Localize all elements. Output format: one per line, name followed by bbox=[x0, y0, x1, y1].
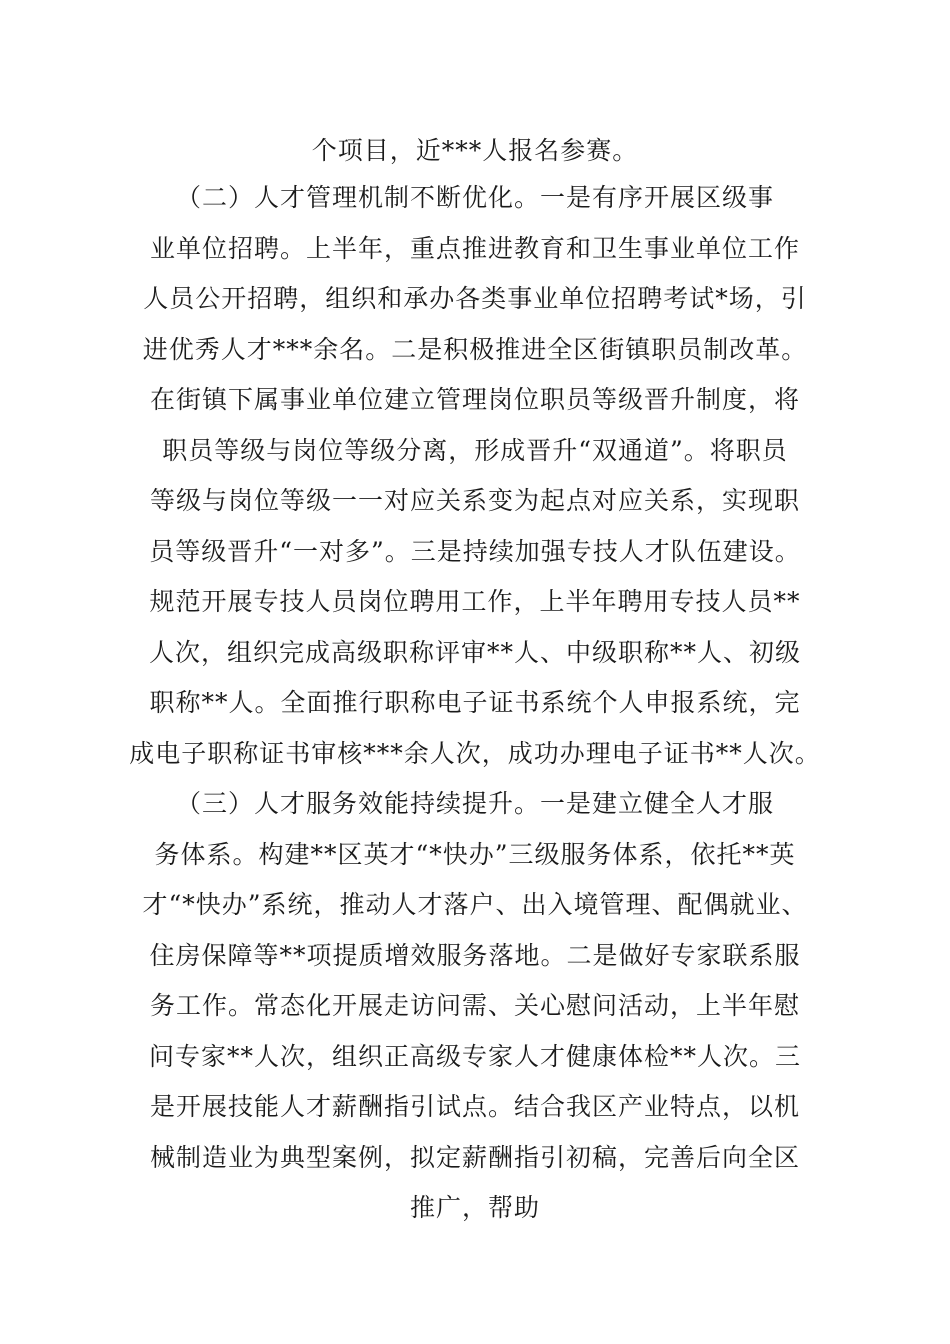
text-line: 业单位招聘。上半年，重点推进教育和卫生事业单位工作 bbox=[149, 234, 800, 263]
text-line: 推广，帮助 bbox=[409, 1193, 540, 1222]
text-line: 职员等级与岗位等级分离，形成晋升“双通道”。将职员 bbox=[162, 436, 788, 465]
text-line: 人员公开招聘，组织和承办各类事业单位招聘考试*场，引 bbox=[143, 284, 807, 313]
text-line: 规范开展专技人员岗位聘用工作，上半年聘用专技人员** bbox=[149, 587, 801, 616]
text-line: 是开展技能人才薪酬指引试点。结合我区产业特点，以机 bbox=[149, 1092, 800, 1121]
text-line: 务体系。构建**区英才“*快办”三级服务体系，依托**英 bbox=[154, 840, 796, 869]
text-line: 个项目，近***人报名参赛。 bbox=[311, 136, 639, 165]
text-line: （三）人才服务效能持续提升。一是建立健全人才服 bbox=[175, 789, 774, 818]
text-line: 员等级晋升“一对多”。三是持续加强专技人才队伍建设。 bbox=[149, 537, 801, 566]
text-line: 职称**人。全面推行职称电子证书系统个人申报系统，完 bbox=[149, 688, 801, 717]
text-line: （二）人才管理机制不断优化。一是有序开展区级事 bbox=[175, 183, 774, 212]
text-line: 在街镇下属事业单位建立管理岗位职员等级晋升制度，将 bbox=[149, 385, 800, 414]
text-line: 等级与岗位等级一一对应关系变为起点对应关系，实现职 bbox=[149, 486, 800, 515]
text-line: 械制造业为典型案例，拟定薪酬指引初稿，完善后向全区 bbox=[149, 1143, 800, 1172]
text-line: 问专家**人次，组织正高级专家人才健康体检**人次。三 bbox=[148, 1042, 801, 1071]
text-line: 住房保障等**项提质增效服务落地。二是做好专家联系服 bbox=[149, 941, 801, 970]
text-line: 人次，组织完成高级职称评审**人、中级职称**人、初级 bbox=[148, 638, 801, 667]
text-line: 成电子职称证书审核***余人次，成功办理电子证书**人次。 bbox=[129, 739, 821, 768]
text-line: 才“*快办”系统，推动人才落户、出入境管理、配偶就业、 bbox=[142, 890, 808, 919]
text-line: 务工作。常态化开展走访问需、关心慰问活动，上半年慰 bbox=[149, 991, 800, 1020]
text-line: 进优秀人才***余名。二是积极推进全区街镇职员制改革。 bbox=[142, 335, 808, 364]
